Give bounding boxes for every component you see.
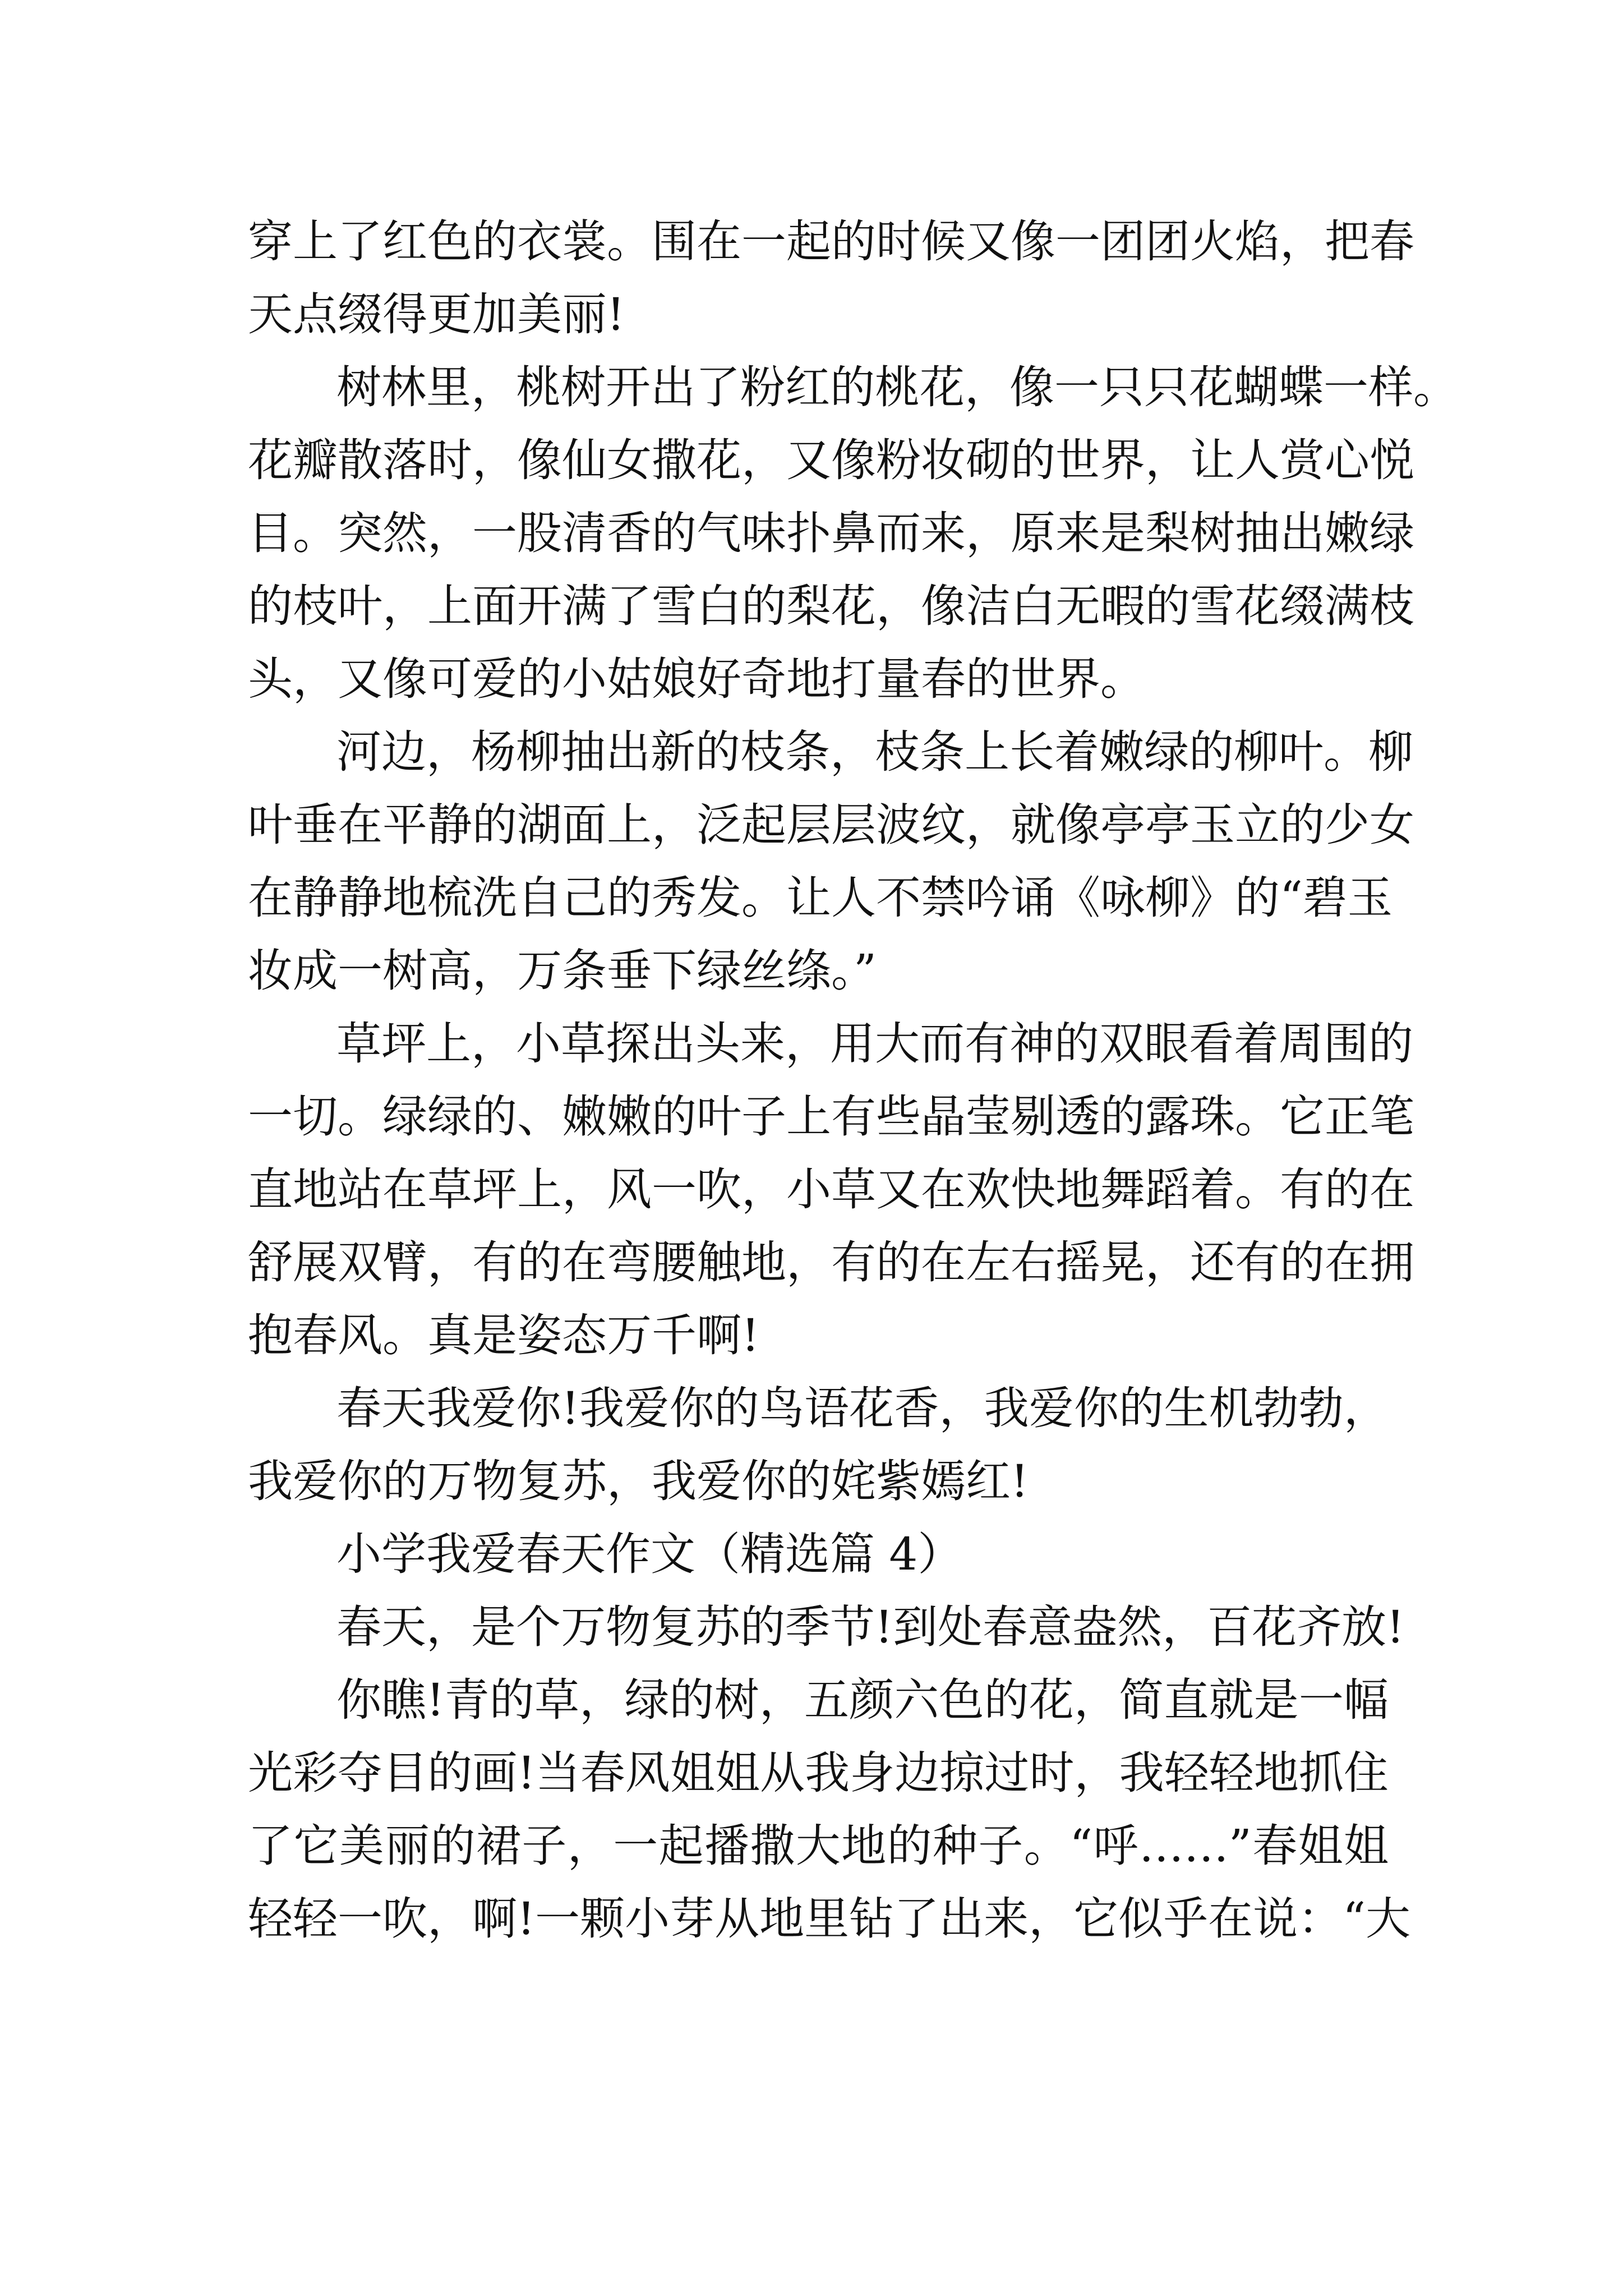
text-line: 抱春风。真是姿态万千啊! (248, 1309, 760, 1361)
paragraph-first-line: 春天，是个万物复苏的季节!到处春意盎然，百花齐放! (336, 1601, 1405, 1653)
text-line: 轻轻一吹，啊!一颗小芽从地里钻了出来，它似乎在说：“大 (248, 1893, 1411, 1945)
text-line: 穿上了红色的衣裳。围在一起的时候又像一团团火焰，把春 (248, 215, 1414, 268)
text-line: 叶垂在平静的湖面上，泛起层层波纹，就像亭亭玉立的少女 (248, 799, 1414, 851)
text-line: 舒展双臂，有的在弯腰触地，有的在左右摇晃，还有的在拥 (248, 1236, 1414, 1289)
text-line: 直地站在草坪上，风一吹，小草又在欢快地舞蹈着。有的在 (248, 1163, 1414, 1216)
text-line: 的枝叶，上面开满了雪白的梨花，像洁白无暇的雪花缀满枝 (248, 580, 1414, 632)
paragraph-first-line: 河边，杨柳抽出新的枝条，枝条上长着嫩绿的柳叶。柳 (336, 726, 1413, 778)
text-line: 天点缀得更加美丽! (248, 288, 625, 341)
text-line: 目。突然，一股清香的气味扑鼻而来，原来是梨树抽出嫩绿 (248, 507, 1414, 559)
body-text (248, 205, 1458, 1955)
text-line: 头，又像可爱的小姑娘好奇地打量春的世界。 (248, 653, 1145, 705)
paragraph-first-line: 草坪上，小草探出头来，用大而有神的双眼看着周围的 (336, 1018, 1413, 1070)
text-line: 在静静地梳洗自己的秀发。让人不禁吟诵《咏柳》的“碧玉 (248, 872, 1393, 924)
text-line: 一切。绿绿的、嫩嫩的叶子上有些晶莹剔透的露珠。它正笔 (248, 1091, 1414, 1143)
text-line: 花瓣散落时，像仙女撒花，又像粉妆砌的世界，让人赏心悦 (248, 434, 1414, 486)
text-line: 了它美丽的裙子，一起播撒大地的种子。“呼……”春姐姐 (248, 1820, 1389, 1872)
paragraph-first-line: 树林里，桃树开出了粉红的桃花，像一只只花蝴蝶一样。 (336, 361, 1458, 413)
text-line: 妆成一树高，万条垂下绿丝绦。” (248, 945, 877, 997)
text-line: 我爱你的万物复苏，我爱你的姹紫嫣红! (248, 1455, 1029, 1507)
paragraph-first-line: 春天我爱你!我爱你的鸟语花香，我爱你的生机勃勃， (336, 1382, 1389, 1434)
paragraph-first-line: 你瞧!青的草，绿的树，五颜六色的花，简直就是一幅 (336, 1674, 1389, 1726)
text-line: 光彩夺目的画!当春风姐姐从我身边掠过时，我轻轻地抓住 (248, 1747, 1389, 1799)
section-heading: 小学我爱春天作文（精选篇 4） (336, 1528, 963, 1580)
